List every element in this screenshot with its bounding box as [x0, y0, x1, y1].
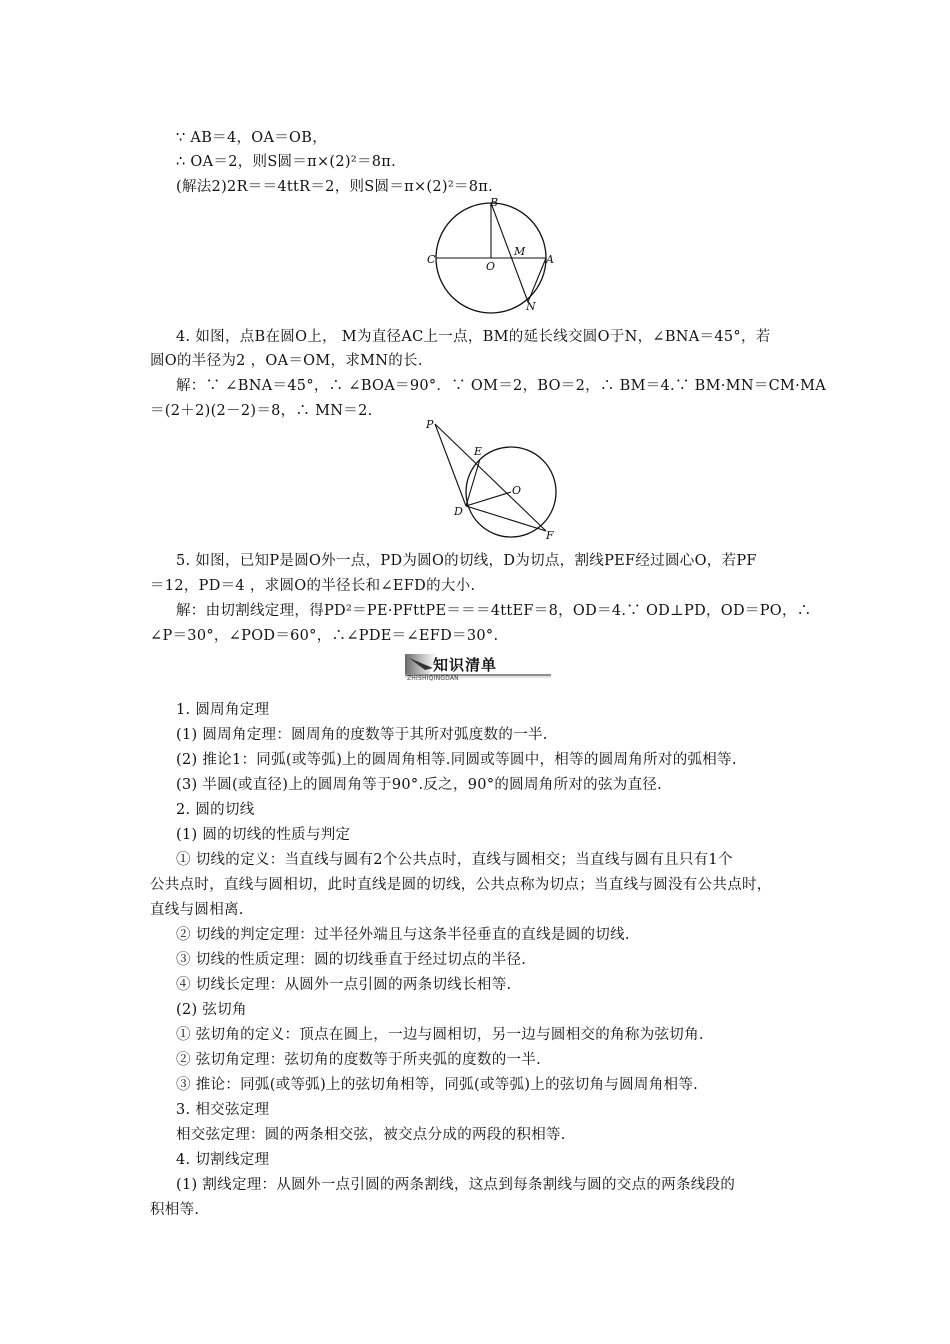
knowledge-line: 1. 圆周角定理: [176, 702, 270, 718]
problem4-solution-1: 解：∵ ∠BNA＝45°，∴ ∠BOA＝90°．∵ OM＝2，BO＝2，∴ BM＝4.∵ BM·MN＝CM·MA: [176, 378, 826, 394]
problem5-solution-1: 解：由切割线定理，得PD²＝PE·PFttPE＝＝＝4ttEF＝8，OD＝4.∵ OD⊥PD，OD＝PO，∴: [176, 603, 812, 619]
figure-circle-bm-an: [424, 196, 560, 316]
knowledge-line: ③ 推论：同弧(或等弧)上的弦切角相等，同弧(或等弧)上的弦切角与圆周角相等.: [176, 1077, 699, 1093]
solution-line-1: ∵ AB＝4，OA＝OB，: [176, 130, 327, 146]
section-banner-title: 知识清单: [433, 656, 498, 674]
knowledge-line: ① 切线的定义：当直线与圆有2个公共点时，直线与圆相交；当直线与圆有且只有1个: [176, 852, 733, 868]
solution-line-3: (解法2)2R＝＝4ttR＝2，则S圆＝π×(2)²＝8π.: [176, 179, 494, 195]
knowledge-line: ② 切线的判定定理：过半径外端且与这条半径垂直的直线是圆的切线.: [176, 927, 630, 943]
knowledge-line: 公共点时，直线与圆相切，此时直线是圆的切线，公共点称为切点；当直线与圆没有公共点时，: [150, 877, 772, 893]
label-b: B: [490, 196, 499, 209]
knowledge-line: 2. 圆的切线: [176, 802, 255, 818]
knowledge-line: (1) 圆周角定理：圆周角的度数等于其所对弧度数的一半.: [176, 727, 548, 743]
label-o2: O: [512, 484, 522, 497]
problem5-line-2: ＝12，PD＝4 ，求圆O的半径长和∠EFD的大小.: [150, 578, 476, 594]
knowledge-line: ④ 切线长定理：从圆外一点引圆的两条切线长相等.: [176, 977, 512, 993]
label-p: P: [426, 418, 434, 431]
label-m: M: [514, 245, 526, 258]
label-d: D: [454, 505, 463, 518]
knowledge-line: 积相等.: [150, 1202, 200, 1218]
knowledge-line: (2) 弦切角: [176, 1002, 247, 1018]
problem4-solution-2: ＝(2＋2)(2－2)＝8，∴ MN＝2.: [150, 403, 373, 419]
figure-tangent-secant: [424, 418, 564, 540]
knowledge-line: (3) 半圆(或直径)上的圆周角等于90°.反之，90°的圆周角所对的弦为直径.: [176, 777, 663, 793]
label-n: N: [526, 300, 536, 313]
knowledge-line: ① 弦切角的定义：顶点在圆上，一边与圆相切，另一边与圆相交的角称为弦切角.: [176, 1027, 704, 1043]
label-a: A: [546, 253, 554, 266]
knowledge-line: 相交弦定理：圆的两条相交弦，被交点分成的两段的积相等.: [176, 1127, 566, 1143]
knowledge-line: (2) 推论1：同弧(或等弧)上的圆周角相等.同圆或等圆中，相等的圆周角所对的弧相等.: [176, 752, 737, 768]
knowledge-line: 直线与圆相离.: [150, 902, 244, 918]
label-e: E: [474, 445, 483, 458]
knowledge-line: (1) 割线定理：从圆外一点引圆的两条割线，这点到每条割线与圆的交点的两条线段的: [176, 1177, 736, 1193]
problem4-line-2: 圆O的半径为2 ，OA＝OM，求MN的长.: [150, 353, 423, 369]
section-banner-subtitle: ZHISHIQINGDAN: [407, 675, 459, 682]
label-o: O: [486, 260, 496, 273]
knowledge-line: 3. 相交弦定理: [176, 1102, 270, 1118]
solution-line-2: ∴ OA＝2，则S圆＝π×(2)²＝8π.: [176, 154, 397, 170]
problem5-solution-2: ∠P＝30°，∠POD＝60°，∴∠PDE＝∠EFD＝30°.: [150, 628, 499, 644]
problem4-line-1: 4. 如图，点B在圆O上， M为直径AC上一点，BM的延长线交圆O于N，∠BNA＝45°，若: [176, 329, 771, 345]
label-c: C: [427, 253, 436, 266]
label-f: F: [546, 529, 554, 540]
problem5-line-1: 5. 如图，已知P是圆O外一点，PD为圆O的切线，D为切点，割线PEF经过圆心O，若PF: [176, 553, 757, 569]
knowledge-line: 4. 切割线定理: [176, 1152, 270, 1168]
knowledge-line: (1) 圆的切线的性质与判定: [176, 827, 351, 843]
knowledge-line: ② 弦切角定理：弦切角的度数等于所夹弧的度数的一半.: [176, 1052, 542, 1068]
knowledge-line: ③ 切线的性质定理：圆的切线垂直于经过切点的半径.: [176, 952, 527, 968]
